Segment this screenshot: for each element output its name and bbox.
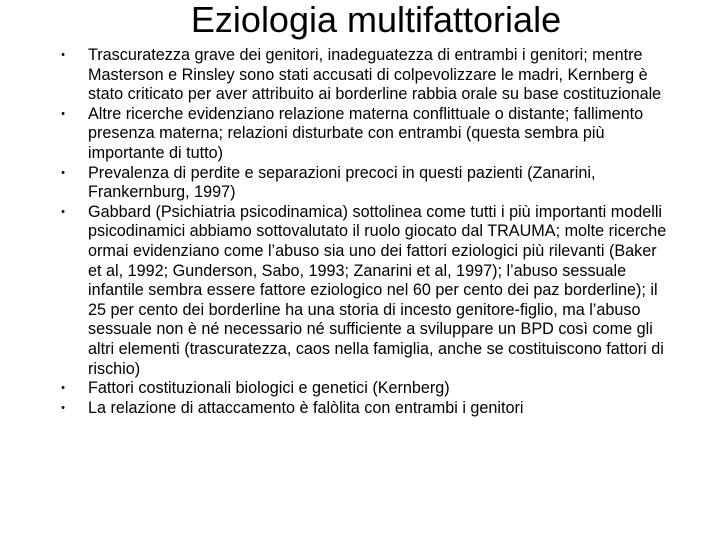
- bullet-dot-icon: •: [61, 49, 65, 61]
- bullet-text: Altre ricerche evidenziano relazione materna conflittuale o distante; fallimento presenza materna; relazioni disturbate con entrambi (questa sembra più importante di tutto): [88, 104, 644, 162]
- slide-title: Eziologia multifattoriale: [190, 0, 562, 40]
- list-item: [0, 399, 720, 419]
- bullet-dot-icon: •: [61, 401, 65, 414]
- bullet-dot-icon: •: [61, 107, 65, 120]
- list-item: [0, 46, 720, 105]
- bullet-text: Fattori costituzionali biologici e genetici (Kernberg): [88, 379, 450, 398]
- bullet-text: La relazione di attaccamento è falòlita con entrambi i genitori: [88, 398, 524, 417]
- bullet-dot-icon: •: [61, 166, 65, 179]
- list-item: [0, 105, 720, 164]
- list-item: [0, 164, 720, 203]
- bullet-dot-icon: •: [61, 205, 65, 218]
- bullet-text: Prevalenza di perdite e separazioni precoci in questi pazienti (Zanarini, Frankernburg, 1997): [88, 163, 596, 202]
- bullet-text: Gabbard (Psichiatria psicodinamica) sottolinea come tutti i più importanti modelli psicodinamici abbiamo sottovalutato il ruolo giocato dal TRAUMA; molte ricerche ormai evidenziano come l’abuso sia uno dei fattori eziologici più rilevanti (Baker et al, 1992; Gunderson, Sabo, 1993; Zanarini et al, 1997); l’abuso sessuale infantile sembra essere fattore eziologico nel 60 per cento dei paz borderline); il 25 per cento dei borderline ha una storia di incesto genitore-figlio, ma l’abuso sessuale non è né necessario né sufficiente a sviluppare un BPD così come gli altri elementi (trascuratezza, caos nella famiglia, anche se costituiscono fattori di rischio): [88, 202, 667, 378]
- bullet-list: [0, 46, 720, 418]
- list-item: [0, 203, 720, 379]
- list-item: [0, 379, 720, 399]
- bullet-text: Trascuratezza grave dei genitori, inadeguatezza di entrambi i genitori; mentre Masterson e Rinsley sono stati accusati di colpevolizzare le madri, Kernberg è stato criticato per aver attribuito ai borderline rabbia orale su base costituzionale: [88, 46, 662, 104]
- bullet-dot-icon: •: [61, 382, 65, 395]
